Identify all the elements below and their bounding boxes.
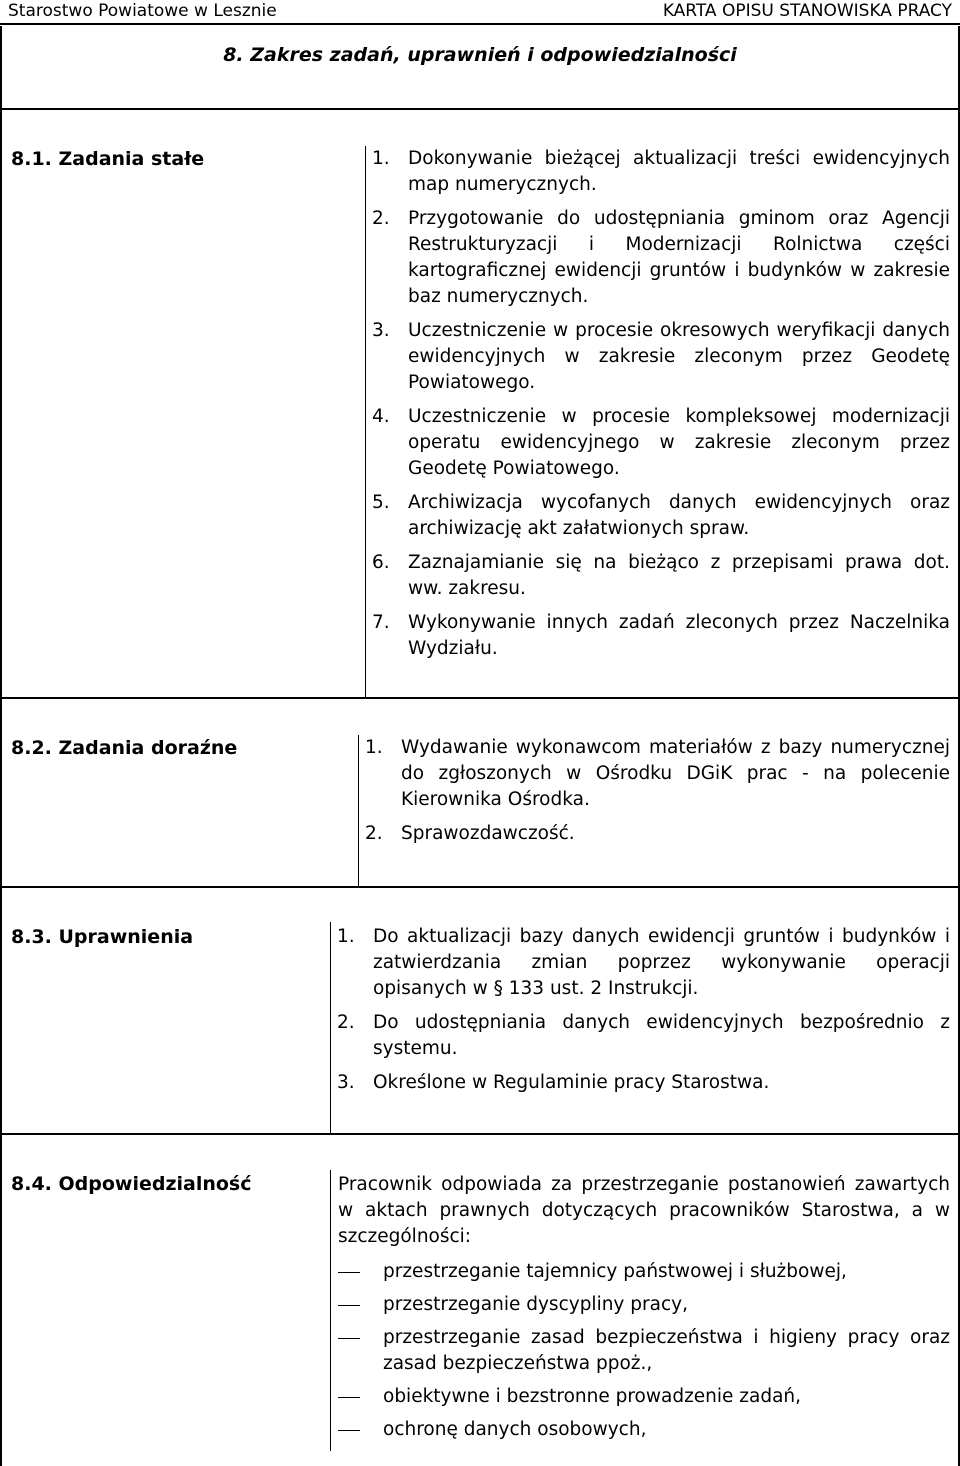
item-text: Do udostępniania danych ewidencyjnych bezpośrednio z systemu.	[373, 1012, 950, 1059]
label-odpowiedzialnosc: 8.4. Odpowiedzialność	[11, 1173, 252, 1195]
list-item	[372, 490, 950, 542]
section-title: 8. Zakres zadań, uprawnień i odpowiedzialności	[223, 44, 737, 66]
item-number: 2.	[372, 208, 390, 229]
item-text: obiektywne i bezstronne prowadzenie zadań,	[383, 1386, 802, 1407]
item-text: Uczestniczenie w procesie kompleksowej modernizacji operatu ewidencyjnego w zakresie zleconym przez Geodetę Powiatowego.	[408, 406, 950, 479]
item-number: 1.	[365, 737, 383, 758]
dash-bullet-icon	[338, 1430, 360, 1431]
list-odpowiedzialnosc	[383, 1259, 950, 1443]
list-item	[372, 404, 950, 482]
list-zadania-stale	[372, 146, 950, 662]
dash-bullet-icon	[338, 1397, 360, 1398]
item-text: przestrzeganie tajemnicy państwowej i służbowej,	[383, 1261, 847, 1282]
column-divider	[330, 922, 331, 1133]
list-item	[372, 610, 950, 662]
list-item	[383, 1384, 950, 1410]
list-zadania-dorazne	[365, 735, 950, 847]
list-item	[365, 735, 950, 813]
row-divider	[0, 1133, 960, 1135]
list-uprawnienia	[337, 924, 950, 1096]
list-item	[383, 1417, 950, 1443]
label-uprawnienia: 8.3. Uprawnienia	[11, 926, 194, 948]
list-item	[337, 1010, 950, 1062]
list-item	[372, 146, 950, 198]
list-item	[383, 1292, 950, 1318]
label-zadania-dorazne: 8.2. Zadania doraźne	[11, 737, 238, 759]
header-rule	[0, 23, 960, 25]
item-number: 2.	[337, 1012, 355, 1033]
header-document-type: KARTA OPISU STANOWISKA PRACY	[662, 1, 952, 21]
list-item	[337, 924, 950, 1002]
list-item	[365, 821, 950, 847]
item-number: 5.	[372, 492, 390, 513]
list-item	[372, 550, 950, 602]
column-divider	[330, 1170, 331, 1451]
row-divider	[0, 886, 960, 888]
item-number: 1.	[337, 926, 355, 947]
item-number: 2.	[365, 823, 383, 844]
item-text: Archiwizacja wycofanych danych ewidencyjnych oraz archiwizację akt załatwionych spraw.	[408, 492, 950, 539]
item-number: 3.	[337, 1072, 355, 1093]
item-text: przestrzeganie dyscypliny pracy,	[383, 1294, 688, 1315]
page-header	[0, 0, 960, 24]
list-item	[372, 318, 950, 396]
responsibility-intro: Pracownik odpowiada za przestrzeganie postanowień zawartych w aktach prawnych dotyczących pracowników Starostwa, a w szczególności:	[338, 1174, 950, 1247]
item-number: 1.	[372, 148, 390, 169]
item-text: ochronę danych osobowych,	[383, 1419, 647, 1440]
list-item	[383, 1259, 950, 1285]
list-item	[372, 206, 950, 310]
item-text: Wykonywanie innych zadań zleconych przez Naczelnika Wydziału.	[408, 612, 950, 659]
dash-bullet-icon	[338, 1305, 360, 1306]
item-number: 6.	[372, 552, 390, 573]
item-number: 3.	[372, 320, 390, 341]
label-zadania-stale: 8.1. Zadania stałe	[11, 148, 205, 170]
item-text: Przygotowanie do udostępniania gminom oraz Agencji Restrukturyzacji i Modernizacji Rolnictwa części kartograficznej ewidencji gruntów i budynków w zakresie baz numerycznych.	[408, 208, 950, 307]
column-divider	[358, 735, 359, 886]
dash-bullet-icon	[338, 1338, 360, 1339]
list-item	[337, 1070, 950, 1096]
dash-bullet-icon	[338, 1272, 360, 1273]
item-text: Określone w Regulaminie pracy Starostwa.	[373, 1072, 770, 1093]
column-divider	[365, 146, 366, 697]
item-text: Dokonywanie bieżącej aktualizacji treści ewidencyjnych map numerycznych.	[408, 148, 950, 195]
item-text: Zaznajamianie się na bieżąco z przepisami prawa dot. ww. zakresu.	[408, 552, 950, 599]
item-text: Wydawanie wykonawcom materiałów z bazy numerycznej do zgłoszonych w Ośrodku DGiK prac - na polecenie Kierownika Ośrodka.	[401, 737, 950, 810]
item-text: Do aktualizacji bazy danych ewidencji gruntów i budynków i zatwierdzania zmian poprzez wykonywanie operacji opisanych w § 133 ust. 2 Instrukcji.	[373, 926, 950, 999]
item-text: Uczestniczenie w procesie okresowych weryfikacji danych ewidencyjnych w zakresie zleconym przez Geodetę Powiatowego.	[408, 320, 950, 393]
list-item	[383, 1325, 950, 1377]
item-text: przestrzeganie zasad bezpieczeństwa i higieny pracy oraz zasad bezpieczeństwa ppoż.,	[383, 1327, 950, 1374]
item-number: 7.	[372, 612, 390, 633]
row-divider	[0, 108, 960, 110]
row-divider	[0, 697, 960, 699]
item-number: 4.	[372, 406, 390, 427]
item-text: Sprawozdawczość.	[401, 823, 575, 844]
header-institution: Starostwo Powiatowe w Lesznie	[8, 1, 277, 21]
